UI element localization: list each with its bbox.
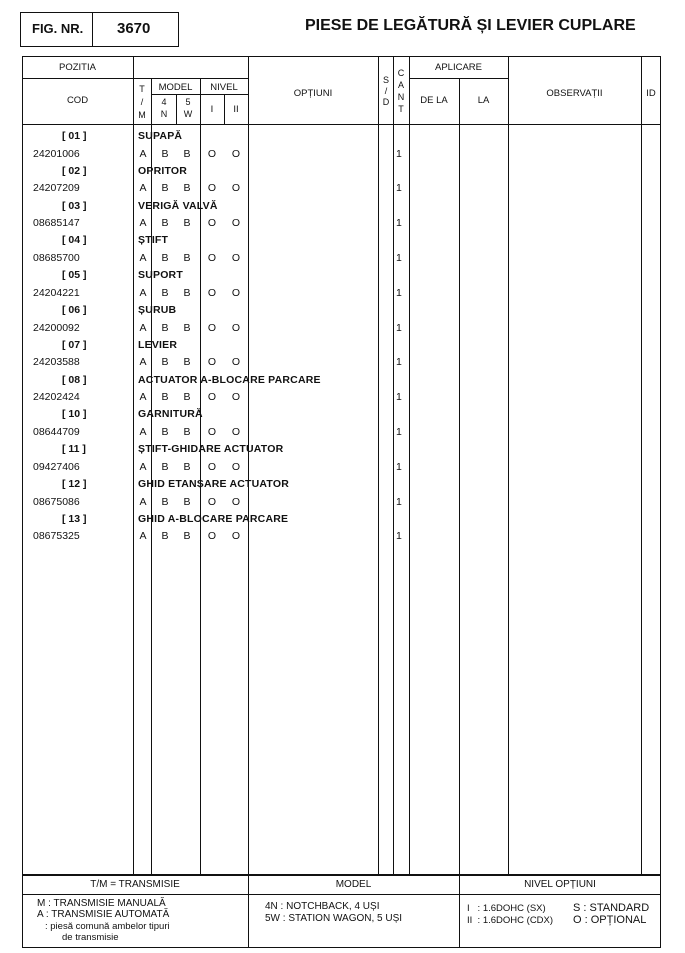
la-header: LA	[477, 95, 490, 106]
part-tm: A	[139, 495, 147, 508]
part-name: ȘTIFT-GHIDARE ACTUATOR	[138, 443, 284, 456]
model-4n-header-2: N	[160, 109, 168, 119]
part-tm: A	[139, 321, 147, 334]
part-nivel-i: O	[207, 147, 217, 160]
page-title: PIESE DE LEGĂTURĂ ȘI LEVIER CUPLARE	[305, 17, 636, 34]
pozitia-rule	[22, 78, 133, 79]
col-line-model	[200, 78, 201, 875]
sd-header-1: S	[382, 75, 389, 85]
part-model-4n: B	[161, 356, 169, 369]
nivel-legend-line-1: I : 1.6DOHC (SX)	[467, 903, 546, 914]
col-line-la	[508, 56, 509, 875]
col-line-cod	[133, 56, 134, 875]
part-quantity: 1	[396, 217, 402, 230]
part-position: [ 06 ]	[62, 304, 87, 316]
part-model-4n: B	[161, 495, 169, 508]
part-code: 08685700	[33, 251, 80, 264]
sd-header-2: /	[384, 86, 388, 96]
model-sub-rule	[151, 94, 248, 95]
observatii-header: OBSERVAȚII	[546, 88, 603, 99]
part-position: [ 05 ]	[62, 269, 87, 282]
part-nivel-i: O	[207, 251, 217, 264]
part-tm: A	[139, 217, 147, 230]
tm-legend-title: T/M = TRANSMISIE	[90, 879, 180, 890]
nivel-legend-title: NIVEL OPȚIUNI	[524, 879, 596, 890]
part-code: 08644709	[33, 425, 80, 438]
fig-number: 3670	[117, 20, 151, 37]
part-model-4n: B	[161, 425, 169, 438]
part-quantity: 1	[396, 460, 402, 473]
part-code: 24202424	[33, 391, 80, 404]
part-nivel-ii: O	[231, 460, 241, 473]
part-position: [ 08 ]	[62, 373, 87, 386]
part-model-4n: B	[161, 530, 169, 543]
part-nivel-ii: O	[231, 251, 241, 264]
part-model-4n: B	[161, 251, 169, 264]
nivel-legend-line-2: II : 1.6DOHC (CDX)	[467, 915, 554, 926]
nivel-i-header: I	[210, 104, 214, 115]
part-nivel-ii: O	[231, 182, 241, 195]
part-code: 24201006	[33, 147, 80, 160]
part-model-4n: B	[161, 286, 169, 299]
standard-legend: S : STANDARD	[573, 902, 650, 914]
pozitia-header: POZITIA	[59, 62, 96, 73]
cant-header-4: T	[398, 104, 404, 114]
nivel-header: NIVEL	[210, 82, 238, 93]
tm-header-3: M	[138, 110, 146, 120]
part-quantity: 1	[396, 251, 402, 264]
part-nivel-ii: O	[231, 356, 241, 369]
model-5w-header-1: 5	[185, 97, 191, 107]
part-quantity: 1	[396, 495, 402, 508]
aplicare-header: APLICARE	[435, 62, 482, 73]
part-code: 09427406	[33, 460, 80, 473]
model-4n-header-1: 4	[161, 97, 167, 107]
part-quantity: 1	[396, 425, 402, 438]
part-name: ȘTIFT	[138, 234, 169, 247]
model-legend-line-1: 4N : NOTCHBACK, 4 UȘI	[265, 901, 380, 912]
header-rule	[22, 124, 661, 125]
part-model-5w: B	[183, 251, 191, 264]
part-nivel-i: O	[207, 460, 217, 473]
part-nivel-ii: O	[231, 217, 241, 230]
part-nivel-i: O	[207, 530, 217, 543]
part-model-5w: B	[183, 182, 191, 195]
part-model-5w: B	[183, 147, 191, 160]
part-name: GARNITURĂ	[138, 408, 203, 421]
part-model-5w: B	[183, 356, 191, 369]
cant-header-1: C	[397, 68, 405, 78]
sd-header-3: D	[382, 97, 390, 107]
part-position: [ 03 ]	[62, 199, 87, 212]
part-quantity: 1	[396, 147, 402, 160]
part-model-4n: B	[161, 217, 169, 230]
col-line-nivel	[248, 56, 249, 875]
part-nivel-ii: O	[231, 391, 241, 404]
model-legend-line-2: 5W : STATION WAGON, 5 UȘI	[265, 913, 403, 924]
part-tm: A	[139, 286, 147, 299]
fig-divider	[92, 12, 93, 47]
part-name: VERIGĂ VALVĂ	[138, 199, 218, 212]
part-code: 08675325	[33, 530, 80, 543]
part-tm: A	[139, 147, 147, 160]
part-model-5w: B	[183, 530, 191, 543]
part-position: [ 02 ]	[62, 164, 87, 177]
nivel-ii-header: II	[233, 104, 239, 115]
part-position: [ 04 ]	[62, 234, 87, 247]
part-quantity: 1	[396, 391, 402, 404]
part-name: SUPAPĂ	[138, 130, 183, 142]
part-nivel-ii: O	[231, 147, 241, 160]
part-tm: A	[139, 356, 147, 369]
part-model-5w: B	[183, 425, 191, 438]
part-model-5w: B	[183, 217, 191, 230]
part-name: GHID A-BLOCARE PARCARE	[138, 512, 289, 525]
part-quantity: 1	[396, 321, 402, 334]
part-tm: A	[139, 530, 147, 543]
part-nivel-i: O	[207, 495, 217, 508]
part-position: [ 13 ]	[62, 512, 87, 525]
part-name: ACTUATOR A-BLOCARE PARCARE	[138, 373, 321, 386]
part-quantity: 1	[396, 286, 402, 299]
part-position: [ 07 ]	[62, 338, 87, 351]
col-line-dela	[459, 78, 460, 875]
model-header: MODEL	[158, 82, 193, 93]
part-model-4n: B	[161, 391, 169, 404]
part-code: 24203588	[33, 356, 80, 369]
part-model-4n: B	[161, 460, 169, 473]
part-name: LEVIER	[138, 338, 178, 351]
fig-label: FIG. NR.	[32, 21, 84, 36]
tm-header-2: /	[140, 97, 144, 107]
parts-table	[22, 56, 661, 875]
tm-legend-line-3: : piesă comună ambelor tipuri	[45, 921, 170, 932]
footer-title-rule	[22, 894, 661, 895]
part-name: ȘURUB	[138, 304, 177, 316]
id-header: ID	[646, 88, 656, 99]
part-nivel-i: O	[207, 391, 217, 404]
part-tm: A	[139, 182, 147, 195]
cant-header-3: N	[397, 92, 405, 102]
part-model-4n: B	[161, 182, 169, 195]
part-position: [ 11 ]	[62, 443, 86, 456]
part-nivel-ii: O	[231, 425, 241, 438]
dela-header: DE LA	[420, 95, 448, 106]
part-name: GHID ETANȘARE ACTUATOR	[138, 478, 290, 490]
part-nivel-i: O	[207, 425, 217, 438]
part-quantity: 1	[396, 182, 402, 195]
col-line-optiuni	[378, 56, 379, 875]
part-name: OPRITOR	[138, 164, 188, 177]
tm-legend-line-4: de transmisie	[62, 932, 119, 943]
cod-header: COD	[66, 95, 89, 106]
part-nivel-ii: O	[231, 286, 241, 299]
model-split	[176, 94, 177, 124]
part-nivel-i: O	[207, 321, 217, 334]
aplicare-rule	[409, 78, 508, 79]
col-line-tm	[151, 78, 152, 875]
model-legend-title: MODEL	[335, 879, 372, 890]
part-code: 08675086	[33, 495, 80, 508]
part-nivel-ii: O	[231, 530, 241, 543]
part-nivel-i: O	[207, 217, 217, 230]
part-nivel-i: O	[207, 182, 217, 195]
part-position: [ 12 ]	[62, 478, 87, 490]
cant-header-2: A	[397, 80, 404, 90]
part-model-5w: B	[183, 391, 191, 404]
part-code: 08685147	[33, 217, 80, 230]
part-model-5w: B	[183, 321, 191, 334]
part-model-5w: B	[183, 286, 191, 299]
part-tm: A	[139, 251, 147, 264]
col-line-obs	[641, 56, 642, 875]
part-code: 24200092	[33, 321, 80, 334]
part-nivel-i: O	[207, 356, 217, 369]
part-code: 24207209	[33, 182, 80, 195]
part-tm: A	[139, 425, 147, 438]
part-model-4n: B	[161, 321, 169, 334]
optiuni-header: OPȚIUNI	[293, 88, 333, 99]
col-line-sd	[393, 56, 394, 875]
part-position: [ 10 ]	[62, 408, 87, 421]
tm-legend-line-1: M : TRANSMISIE MANUALĂ	[37, 898, 166, 909]
part-tm: A	[139, 391, 147, 404]
part-model-5w: B	[183, 460, 191, 473]
part-model-5w: B	[183, 495, 191, 508]
part-nivel-ii: O	[231, 495, 241, 508]
part-tm: A	[139, 460, 147, 473]
part-position: [ 01 ]	[62, 130, 87, 142]
model-nivel-rule	[133, 78, 248, 79]
part-quantity: 1	[396, 356, 402, 369]
model-5w-header-2: W	[183, 109, 193, 119]
optional-legend: O : OPȚIONAL	[573, 914, 647, 926]
tm-header-1: T	[139, 84, 145, 94]
part-quantity: 1	[396, 530, 402, 543]
part-model-4n: B	[161, 147, 169, 160]
part-nivel-i: O	[207, 286, 217, 299]
col-line-cant	[409, 56, 410, 875]
part-code: 24204221	[33, 286, 80, 299]
part-nivel-ii: O	[231, 321, 241, 334]
part-name: SUPORT	[138, 269, 183, 282]
tm-legend-line-2: A : TRANSMISIE AUTOMATĂ	[37, 909, 170, 920]
